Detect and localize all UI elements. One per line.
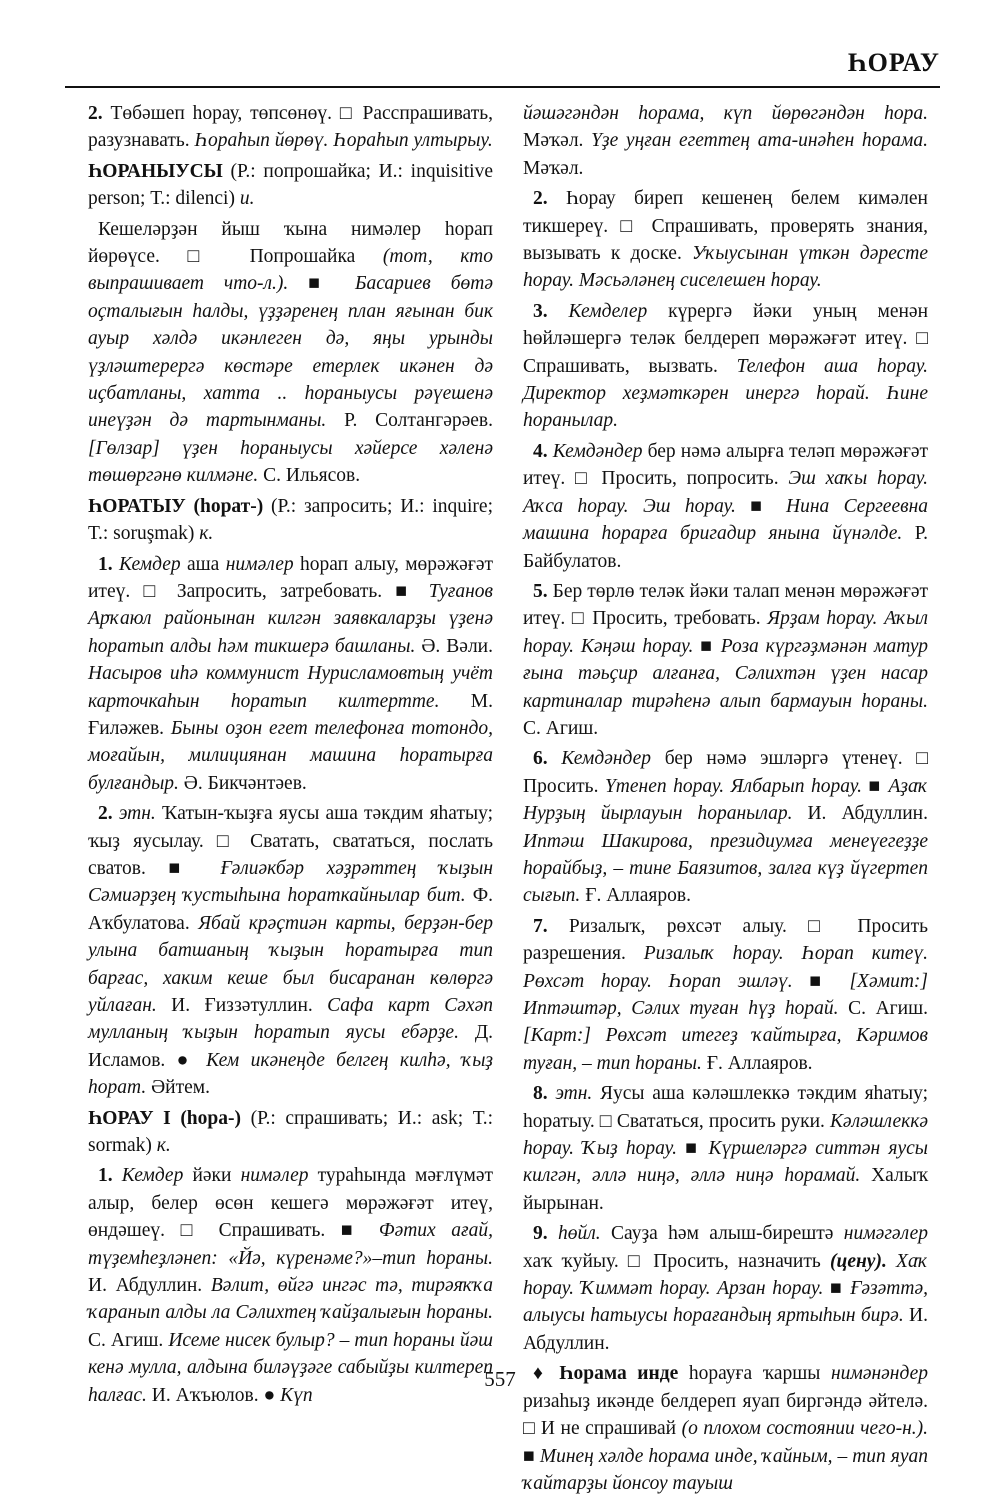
definition: һорауға ҡаршы — [678, 1363, 821, 1385]
sense-number: 7. — [533, 915, 548, 937]
definition: Төбәшеп һорау, төпсөнөү. □ Расспрашивать, разузнавать. — [88, 103, 493, 152]
definition: Һорау биреп кешенең белем кимәлен тикшереү. □ Спрашивать, проверять знания, вызывать к доске. — [523, 188, 928, 265]
example: Кәләшлеккә һорау. Ҡыҙ һорау. ■ Күршеләргә ситтән яусы килгән, әллә ниңә, әллә ниңә һорамай. — [523, 1110, 928, 1187]
example: Иптәш Шакирова, президиумға менеүегеҙҙе һорайбыҙ, – тине Баязитов, залға күҙ йүгертеп сығып. — [523, 830, 928, 907]
part-of-speech: к. — [194, 523, 214, 545]
sense-number: 5. — [533, 580, 548, 602]
sense-number: 8. — [533, 1083, 548, 1105]
entry-head — [88, 1105, 493, 1160]
sense-paragraph — [523, 913, 928, 1077]
sense-paragraph — [88, 100, 493, 155]
example: Телефон аша һорау. Директор хеҙмәткәрен инергә һорай. Һине һоранылар. — [523, 355, 928, 432]
source: И. Абдуллин. — [88, 1275, 211, 1297]
proverb: йәшәгәндән һорама, күп йөрөгәндән һора. — [523, 103, 928, 124]
example: Уҡыусынан үткән дәресте һорау. Мәсьәләнең сиселешен һорау. — [523, 243, 928, 292]
definition: һорап алыу, мөрәжәғәт итеү. □ Запросить, затребовать. — [88, 553, 494, 602]
keyword: Кемдер — [112, 1165, 184, 1187]
headword: ҺОРАНЫУСЫ — [88, 160, 223, 182]
sense-paragraph — [523, 578, 928, 742]
definition: тураһында мәғлүмәт алыр, белер өсөн кешегә мөрәжәғәт итеү, өндәшеү. □ Спрашивать. — [88, 1165, 494, 1242]
definition: хаҡ ҡуйыу. □ Просить, назначить — [523, 1250, 830, 1272]
example: ■ Басариев бөтә оҫталығын һалды, үҙҙәренең план яғынан бик ауыр хәлдә икәнлеген дә, яңы урынды үҙләштерергә көстәре етерлек икәнен дә иҫбатланы, хатта .. һораныусы рәүешенә инеүҙән дә тартынманы. — [88, 273, 493, 432]
example: Эш хаҡы һорау. Аҡса һорау. Эш һорау. ■ Нина Сергеевна машина һорарға бригадир янына йүнәлде. — [523, 468, 928, 545]
usage-mark: этн. — [547, 1083, 593, 1105]
proverb: Үҙе уңған егеттең ата-инәһен һорама. — [591, 130, 929, 152]
translations: (Р.: спрашивать; И.: ask; Т.: sormak) — [88, 1107, 493, 1157]
example: Насыров иһә коммунист Нурисламовтың учёт карточкаһын һоратып килтертте. — [88, 663, 493, 712]
sense-number: 2. — [88, 103, 103, 124]
part-of-speech: и. — [234, 188, 255, 210]
source: С. Ильясов. — [258, 465, 361, 487]
definition: йәки — [183, 1165, 232, 1187]
definition: ризаһыҙ икәнде белдереп яуап биргәндә әйтелә. □ И не спрашивай — [523, 1390, 928, 1440]
sense-number: 1. — [98, 553, 113, 575]
definition: Ризалыҡ, рөхсәт алыу. □ Просить разрешения. — [523, 915, 928, 965]
definition: бер нәмә алырға теләп мөрәжәғәт итеү. □ Просить, попросить. — [523, 440, 928, 490]
source: Р. Солтангәрәев. — [326, 410, 493, 432]
sense-paragraph — [88, 800, 493, 1101]
definition-paragraph — [88, 216, 493, 490]
example: Ябай крәҫтиән карты, берҙән-бер улына батшаның ҡыҙын һоратырға тип барғас, хаким кеше был бисаранан көлөргә уйлаған. — [88, 912, 493, 1016]
definition: Кешеләрҙән йыш ҡына нимәлер һорап йөрөүсе. □ Попрошайка — [88, 218, 493, 268]
sense-paragraph — [523, 298, 928, 435]
keyword: Кемдәндер — [547, 748, 652, 770]
example: Вәлит, өйгә ингәс тә, тирәяҡҡа ҡаранып алды ла Сәлихтең ҡайҙалығын һораны. — [88, 1275, 493, 1324]
definition: Бер төрлө теләк йәки талап менән мөрәжәғәт итеү. □ Просить, требовать. — [523, 580, 928, 630]
source: И. Ғиззәтуллин. — [156, 995, 328, 1016]
source: Мәҡәл. — [523, 130, 592, 152]
entry-head — [88, 493, 493, 548]
definition: Ҡатын-ҡыҙға яусы аша тәкдим яһатыу; ҡыҙ яусылау. □ Сватать, свататься, послать сватов. — [88, 803, 493, 879]
definition: Яусы аша кәләшлеккә тәкдим яһатыу; һоратыу. □ Свататься, просить руки. — [523, 1083, 928, 1132]
continuation-paragraph — [523, 100, 928, 182]
gloss: (цену). — [829, 1250, 887, 1272]
proverb: ● Кем икәнеңде белгең килһә, ҡыҙ һорат. — [88, 1049, 494, 1099]
example: Хаҡ һорау. Ҡиммәт һорау. Арзан һорау. ■ Ғәзәттә, алыусы һатыусы һорағандың яртыһын бирә. — [523, 1250, 929, 1327]
idiom-headword: ♦ Һорама инде — [533, 1363, 679, 1385]
example: ■ Фәтих ағай, түҙемһеҙләнеп: «Йә, күренәме?»–тип һораны. — [88, 1220, 493, 1269]
sense-number: 1. — [98, 1165, 113, 1187]
definition: күрергә йәки уның менән һөйләшергә теләк белдереп мөрәжәғәт итеү. □ Спрашивать, вызвать. — [523, 300, 929, 377]
source: Мәҡәл. — [523, 157, 584, 179]
gloss: (о плохом состоянии чего-н.). — [681, 1418, 928, 1440]
source: Ф. Аҡбулатова. — [88, 885, 493, 934]
source: М. Ғиләжев. — [88, 690, 493, 739]
source: С. Агиш. — [838, 998, 928, 1019]
usage-mark: этн. — [112, 803, 156, 825]
source: Р. Байбулатов. — [523, 523, 928, 572]
source: Ғ. Аллаяров. — [701, 1052, 813, 1074]
sense-paragraph — [523, 745, 928, 909]
sense-paragraph — [523, 1220, 928, 1357]
source: Д. Исламов. — [88, 1022, 493, 1071]
sense-number: 3. — [533, 300, 548, 322]
example: ■ Туғанов Арҡаюл районынан килгән заявкаларҙы үҙенә һоратып алды һәм тикшерә башланы. — [88, 580, 493, 657]
example: Үтенеп һорау. Ялбарып һорау. ■ Аҙаҡ Нурҙың йырлауын һоранылар. — [523, 775, 928, 825]
sense-number: 6. — [533, 748, 548, 770]
page-number: 557 — [484, 1367, 516, 1391]
header-rule — [65, 86, 940, 88]
source: Ә. Вәли. — [415, 635, 493, 657]
keyword: Кемдәндер — [547, 440, 643, 462]
source: Ә. Бикчәнтәев. — [178, 772, 307, 794]
source: С. Агиш. — [523, 717, 599, 739]
sense-paragraph — [88, 551, 493, 798]
source: И. Абдуллин. — [523, 1305, 928, 1354]
translations: (Р.: попрошайка; И.: inquisitive person; Т.: dilenci) — [88, 160, 493, 210]
definition: аша — [180, 553, 220, 575]
source: И. Аҡъюлов. — [146, 1384, 264, 1406]
part-of-speech: к. — [151, 1135, 171, 1157]
example: Ярҙам һорау. Аҡыл һорау. Кәңәш һорау. ■ Роза күргәҙмәнән матур ғына тәьҫир алғанға, Сәлихтән үҙен насар картиналар тирәһенә алып бармауын һораны. — [523, 608, 928, 712]
sense-number: 2. — [98, 803, 113, 825]
gloss: (тот, кто выпрашивает что-л.). — [88, 246, 493, 295]
source: С. Агиш. — [88, 1329, 169, 1351]
example: [Гөлзар] үҙен һораныусы хәйерсе хәленә төшөргәнө килмәне. — [88, 437, 493, 487]
sense-paragraph — [523, 185, 928, 295]
headword: ҺОРАТЫУ (һорат-) — [88, 495, 264, 517]
source: Әйтем. — [146, 1077, 210, 1099]
example: Һораһып йөрөү. Һораһып ултырыу. — [189, 130, 493, 152]
sense-number: 4. — [533, 440, 548, 462]
right-column — [523, 100, 928, 1497]
definition: бер нәмә эшләргә үтенеү. □ Просить. — [523, 748, 928, 797]
example: [Карт:] Рөхсәт итегеҙ ҡайтырға, Кәримов туған, – тип һораны. — [523, 1025, 928, 1074]
usage-mark: һөйл. — [547, 1223, 601, 1245]
keyword: Кемдер — [112, 553, 181, 575]
example: Сафа карт Сәхәп мулланың ҡыҙын һоратып яусы ебәрҙе. — [88, 995, 493, 1044]
entry-head — [88, 158, 493, 213]
sense-paragraph — [523, 438, 928, 575]
keyword: нимәгәлер — [833, 1223, 928, 1245]
headword: ҺОРАУ I (һора-) — [88, 1107, 241, 1129]
example: Ризалыҡ һорау. Һорап китеү. Рөхсәт һорау. Һорап эшләү. ■ [Хәмит:] Иптәштәр, Сәлих туған һүҙ һорай. — [523, 943, 928, 1019]
source: И. Абдуллин. — [792, 803, 928, 825]
proverb: ● Күп — [263, 1384, 313, 1406]
example: Исеме нисек булыр? – тип һораны йәш кенә мулла, алдына биләүҙәге сабыйҙы килтереп һалғас. — [88, 1329, 493, 1406]
sense-number: 2. — [533, 188, 548, 210]
running-header: ҺОРАУ — [847, 48, 940, 77]
source: Халыҡ йырынан. — [523, 1165, 928, 1214]
sense-paragraph — [523, 1080, 928, 1217]
definition: Сауҙа һәм алыш-бирештә — [600, 1223, 834, 1245]
example: ■ Минең хәлде һорама инде, ҡайным, – тип яуап ҡайтарҙы йонсоу тауыш — [523, 1445, 928, 1494]
sense-number: 9. — [533, 1223, 548, 1245]
example: ■ Ғәлиәкбәр хәҙрәттең ҡыҙын Сәмиәрҙең ҡустыһына һораткайнылар бит. — [88, 857, 494, 907]
keyword: нимәлер — [219, 553, 294, 575]
keyword: нимәнәндер — [820, 1363, 928, 1385]
keyword: Кемделер — [547, 300, 648, 322]
left-column — [88, 100, 493, 1409]
source: Ғ. Аллаяров. — [580, 885, 691, 907]
translations: (Р.: запросить; И.: inquire; Т.: soruşmak) — [88, 495, 493, 545]
example: Быны оҙон егет телефонға тотондо, моғайын, милициянан машина һоратырға булғандыр. — [88, 717, 493, 794]
keyword: нимәлер — [231, 1165, 309, 1187]
